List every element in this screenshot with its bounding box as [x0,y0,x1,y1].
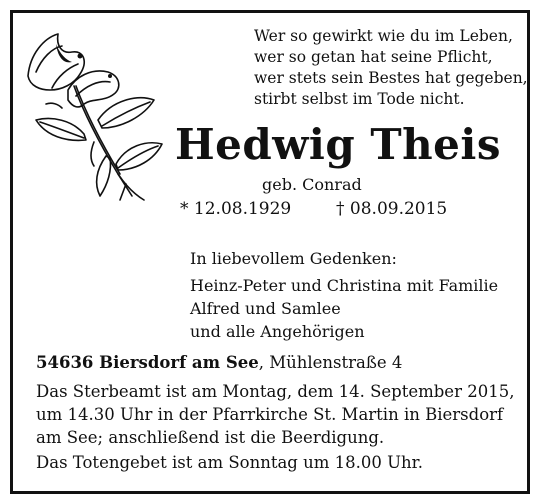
funeral-details [36,380,514,449]
deceased-name: Hedwig Theis [175,120,501,169]
life-dates [180,199,448,219]
mourner-line: Alfred und Samlee [190,299,341,318]
funeral-line: um 14.30 Uhr in der Pfarrkirche St. Martin in Biersdorf [36,405,504,424]
address [36,353,402,372]
funeral-line: Das Sterbeamt ist am Montag, dem 14. September 2015, [36,382,515,401]
mourners-intro: In liebevollem Gedenken: [190,249,397,268]
poem-line: wer so getan hat seine Pflicht, [254,48,493,66]
poem-line: Wer so gewirkt wie du im Leben, [254,27,513,45]
address-town: 54636 Biersdorf am See [36,353,259,372]
mourner-line: und alle Angehörigen [190,322,365,341]
birth-name: geb. Conrad [262,175,362,194]
birth-date: * 12.08.1929 [180,199,292,219]
poem-line: stirbt selbst im Tode nicht. [254,90,465,108]
address-street: , Mühlenstraße 4 [258,353,403,372]
prayer-notice: Das Totengebet ist am Sonntag um 18.00 Uhr. [36,453,423,472]
calla-lily-icon [22,24,170,202]
poem [254,26,528,110]
death-date: † 08.09.2015 [336,199,448,219]
mourner-line: Heinz-Peter und Christina mit Familie [190,276,499,295]
poem-line: wer stets sein Bestes hat gegeben, [254,69,528,87]
funeral-line: am See; anschließend ist die Beerdigung. [36,428,385,447]
mourners [190,247,498,343]
